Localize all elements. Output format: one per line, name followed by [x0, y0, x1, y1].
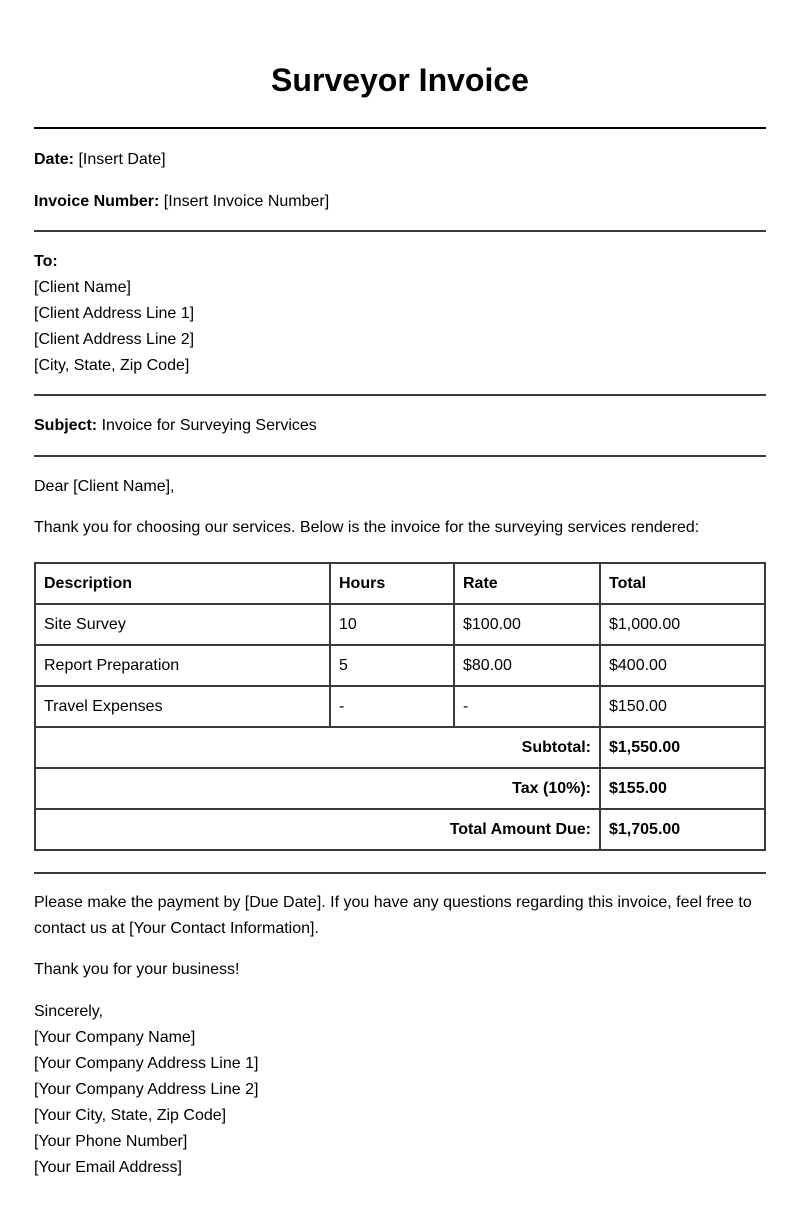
subject-value: Invoice for Surveying Services — [97, 417, 317, 434]
sender-line: [Your Company Address Line 2] — [34, 1081, 259, 1098]
invoice-number-label: Invoice Number: — [34, 193, 160, 210]
table-cell: $1,000.00 — [600, 604, 765, 645]
invoice-number-value: [Insert Invoice Number] — [159, 193, 330, 210]
signature-block — [34, 999, 766, 1181]
table-header-row — [35, 563, 765, 604]
table-cell: $400.00 — [600, 645, 765, 686]
tax-label: Tax (10%): — [35, 768, 600, 809]
table-cell: $100.00 — [454, 604, 600, 645]
date-label: Date: — [34, 151, 75, 168]
column-header: Hours — [330, 563, 454, 604]
sender-line: [Your City, State, Zip Code] — [34, 1107, 227, 1124]
table-cell: 5 — [330, 645, 454, 686]
recipient-line: [Client Address Line 1] — [34, 305, 195, 322]
intro-text: Thank you for choosing our services. Below is the invoice for the surveying services rendered: — [34, 519, 700, 536]
table-cell: $80.00 — [454, 645, 600, 686]
date-line — [34, 147, 766, 173]
divider — [34, 230, 766, 232]
subject-line — [34, 413, 766, 439]
divider — [34, 872, 766, 874]
divider — [34, 394, 766, 396]
table-cell: Report Preparation — [35, 645, 330, 686]
table-row — [35, 645, 765, 686]
table-cell: - — [330, 686, 454, 727]
subtotal-value: $1,550.00 — [600, 727, 765, 768]
recipient-line: [Client Address Line 2] — [34, 331, 195, 348]
subtotal-label: Subtotal: — [35, 727, 600, 768]
recipient-label: To: — [34, 253, 58, 270]
recipient-block — [34, 249, 766, 379]
invoice-document — [34, 0, 766, 1181]
date-value: [Insert Date] — [74, 151, 166, 168]
total-due-value: $1,705.00 — [600, 809, 765, 850]
sender-line: [Your Company Address Line 1] — [34, 1055, 259, 1072]
table-cell: - — [454, 686, 600, 727]
tax-row — [35, 768, 765, 809]
page-title: Surveyor Invoice — [271, 62, 529, 98]
table-cell: Site Survey — [35, 604, 330, 645]
table-cell: $150.00 — [600, 686, 765, 727]
invoice-table — [34, 562, 766, 851]
salutation: Sincerely, — [34, 1003, 104, 1020]
table-cell: Travel Expenses — [35, 686, 330, 727]
divider — [34, 127, 766, 129]
subtotal-row — [35, 727, 765, 768]
column-header: Total — [600, 563, 765, 604]
table-row — [35, 686, 765, 727]
sender-line: [Your Phone Number] — [34, 1133, 188, 1150]
recipient-line: [Client Name] — [34, 279, 131, 296]
subject-label: Subject: — [34, 417, 98, 434]
sender-line: [Your Company Name] — [34, 1029, 196, 1046]
table-cell: 10 — [330, 604, 454, 645]
thanks-text: Thank you for your business! — [34, 961, 240, 978]
total-due-row — [35, 809, 765, 850]
total-due-label: Total Amount Due: — [35, 809, 600, 850]
payment-note: Please make the payment by [Due Date]. If you have any questions regarding this invoice, feel free to contact us at [Your Contact Information]. — [34, 894, 752, 937]
invoice-number-line — [34, 189, 766, 215]
greeting: Dear [Client Name], — [34, 478, 175, 495]
sender-line: [Your Email Address] — [34, 1159, 182, 1176]
column-header: Rate — [454, 563, 600, 604]
tax-value: $155.00 — [600, 768, 765, 809]
recipient-line: [City, State, Zip Code] — [34, 357, 190, 374]
table-row — [35, 604, 765, 645]
column-header: Description — [35, 563, 330, 604]
divider — [34, 455, 766, 457]
